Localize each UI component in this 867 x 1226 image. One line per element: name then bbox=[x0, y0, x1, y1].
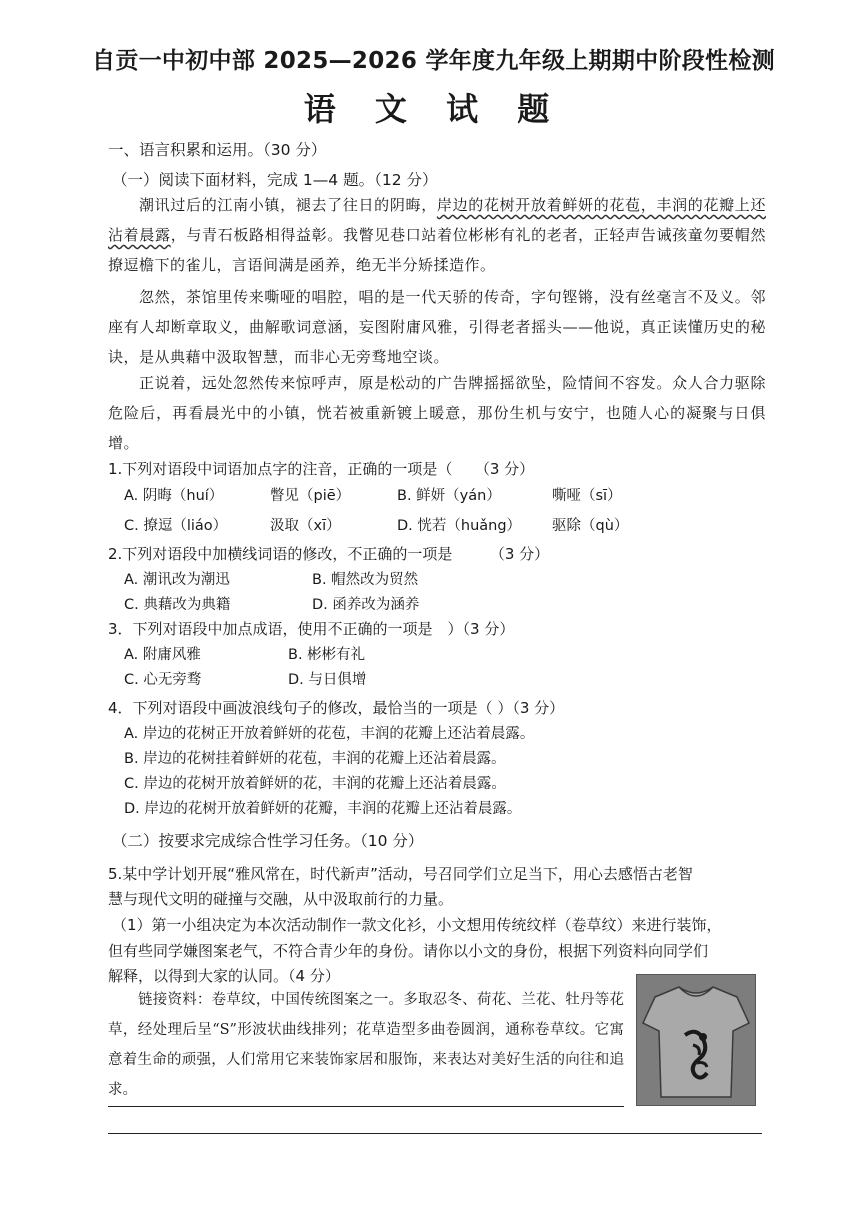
q1-option: 驱除（qù） bbox=[552, 518, 629, 534]
q3-option: C. 心无旁骛 bbox=[124, 672, 202, 688]
q2-option: D. 函养改为涵养 bbox=[312, 597, 420, 613]
q4-option: D. 岸边的花树开放着鲜妍的花瓣，丰润的花瓣上还沾着晨露。 bbox=[124, 801, 522, 817]
q1-option: A. 阴晦（huí） bbox=[124, 488, 224, 504]
q1-option: 嘶哑（sī） bbox=[552, 488, 622, 504]
q1-option: C. 撩逗（liáo） bbox=[124, 518, 228, 534]
q1-option: B. 鲜妍（yán） bbox=[397, 488, 501, 504]
q1-option: 瞥见（piē） bbox=[270, 488, 351, 504]
q4-option: A. 岸边的花树正开放着鲜妍的花苞，丰润的花瓣上还沾着晨露。 bbox=[124, 726, 535, 742]
tshirt-image bbox=[636, 974, 756, 1106]
tshirt-icon bbox=[637, 975, 755, 1105]
q1-option: D. 恍若（huǎng） bbox=[397, 518, 522, 534]
q3-option: A. 附庸风雅 bbox=[124, 647, 201, 663]
part2-heading: （二）按要求完成综合性学习任务。（10 分） bbox=[112, 832, 424, 850]
question-3-stem: 3．下列对语段中加点成语，使用不正确的一项是 ）（3 分） bbox=[108, 620, 515, 638]
answer-line[interactable] bbox=[108, 1133, 762, 1134]
q1-option: 汲取（xī） bbox=[270, 518, 341, 534]
passage-paragraph-1: 潮讯过后的江南小镇，褪去了往日的阴晦，岸边的花树开放着鲜妍的花苞，丰润的花瓣上还沾着晨露，与青石板路相得益彰。我瞥见巷口站着位彬彬有礼的老者，正轻声告诫孩童勿要帽然撩逗檐下的雀儿，言语间满是函养，绝无半分矫揉造作。 bbox=[108, 196, 766, 274]
subject-title: 语 文 试 题 bbox=[303, 90, 564, 128]
exam-title: 自贡一中初中部 2025—2026 学年度九年级上期期中阶段性检测 bbox=[92, 48, 775, 74]
question-5-sub1-line2: 但有些同学嫌图案老气，不符合青少年的身份。请你以小文的身份，根据下列资料向同学们 bbox=[108, 942, 709, 960]
question-5-sub1-line1: （1）第一小组决定为本次活动制作一款文化衫，小文想用传统纹样（卷草纹）来进行装饰， bbox=[112, 916, 722, 934]
wavy-sentence: 岸边的花树开放着鲜妍的花苞，丰润的花瓣上还沾着晨露 bbox=[108, 196, 766, 244]
q2-option: B. 帽然改为贸然 bbox=[312, 572, 419, 588]
passage-paragraph-3: 正说着，远处忽然传来惊呼声，原是松动的广告牌摇摇欲坠，险情间不容发。众人合力驱除危险后，再看晨光中的小镇，恍若被重新镀上暖意，那份生机与安宁，也随人心的凝聚与日俱增。 bbox=[108, 374, 766, 452]
q4-option: C. 岸边的花树开放着鲜妍的花，丰润的花瓣上还沾着晨露。 bbox=[124, 776, 506, 792]
passage-paragraph-2: 忽然，茶馆里传来嘶哑的唱腔，唱的是一代天骄的传奇，字句铿锵，没有丝毫言不及义。邻座有人却断章取义，曲解歌词意涵，妄图附庸风雅，引得老者摇头——他说，真正读懂历史的秘诀，是从典藉中汲取智慧，而非心无旁骛地空谈。 bbox=[108, 288, 766, 366]
question-5-stem-line1: 5.某中学计划开展“雅风常在，时代新声”活动，号召同学们立足当下，用心去感悟古老智 bbox=[108, 865, 693, 883]
part1-heading: （一）阅读下面材料，完成 1—4 题。（12 分） bbox=[112, 171, 438, 189]
link-material: 链接资料：卷草纹，中国传统图案之一。多取忍冬、荷花、兰花、牡丹等花草，经处理后呈“S”形波状曲线排列；花草造型多曲卷圆润，通称卷草纹。它寓意着生命的顽强，人们常用它来装饰家居和服饰，来表达对美好生活的向往和追求。 bbox=[108, 992, 624, 1098]
question-4-stem: 4．下列对语段中画波浪线句子的修改，最恰当的一项是（ ）（3 分） bbox=[108, 699, 565, 717]
question-2-stem: 2.下列对语段中加横线词语的修改，不正确的一项是 （3 分） bbox=[108, 545, 550, 563]
q4-option: B. 岸边的花树挂着鲜妍的花苞，丰润的花瓣上还沾着晨露。 bbox=[124, 751, 506, 767]
q3-option: B. 彬彬有礼 bbox=[288, 647, 366, 663]
question-1-stem: 1.下列对语段中词语加点字的注音，正确的一项是（ （3 分） bbox=[108, 460, 535, 478]
q2-option: C. 典藉改为典籍 bbox=[124, 597, 231, 613]
answer-line[interactable] bbox=[108, 1106, 624, 1107]
question-5-stem-line2: 慧与现代文明的碰撞与交融，从中汲取前行的力量。 bbox=[108, 890, 454, 908]
question-5-sub1-line3: 解释，以得到大家的认同。（4 分） bbox=[108, 967, 340, 985]
section-heading: 一、语言积累和运用。（30 分） bbox=[108, 141, 327, 159]
q3-option: D. 与日俱增 bbox=[288, 672, 367, 688]
q2-option: A. 潮讯改为潮迅 bbox=[124, 572, 230, 588]
